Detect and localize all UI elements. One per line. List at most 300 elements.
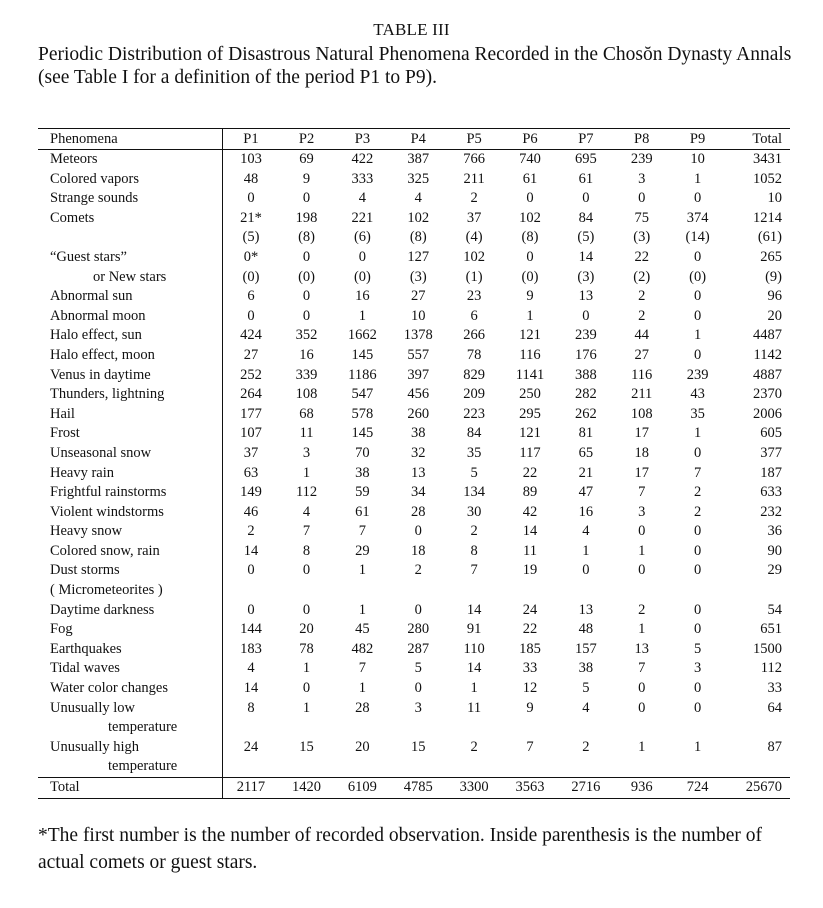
table-cell: 91 (466, 621, 482, 638)
table-cell: 14 (578, 248, 594, 265)
total-cell: 724 (686, 779, 709, 795)
table-cell (670, 718, 726, 738)
table-cell: 16 (355, 288, 370, 305)
table-cell: 121 (519, 425, 541, 442)
table-cell: 28 (355, 699, 370, 716)
total-cell: 936 (630, 779, 653, 795)
table-cell: 10 (411, 307, 426, 324)
table-cell: 377 (760, 444, 782, 461)
table-row (38, 601, 790, 621)
table-cell: 388 (574, 366, 597, 383)
table-cell: 7 (358, 660, 367, 677)
table-cell: 28 (411, 503, 426, 520)
table-cell: 265 (760, 248, 782, 265)
row-label: Daytime darkness (50, 601, 155, 618)
table-cell: (1) (465, 268, 483, 285)
table-cell (502, 718, 558, 738)
table-cell (390, 757, 446, 777)
table-cell: 557 (407, 346, 430, 363)
table-cell: 29 (355, 542, 370, 559)
table-cell (223, 757, 279, 777)
table-cell: 2 (582, 738, 590, 755)
table-cell: 1378 (403, 327, 433, 344)
table-cell: 61 (578, 170, 594, 187)
table-cell: 44 (634, 327, 649, 344)
table-cell: 0 (693, 699, 702, 716)
table-cell: 1141 (515, 366, 545, 383)
table-cell: 14 (223, 542, 279, 562)
table-caption: Periodic Distribution of Disastrous Natural Phenomena Recorded in the Chosŏn Dynasty Annals (see Table I for a definition of the period P1 to P9). (38, 44, 792, 88)
table-cell: 2006 (753, 405, 782, 422)
table-cell: 829 (463, 366, 485, 383)
total-label: Total (50, 779, 80, 795)
table-cell: (61) (757, 229, 782, 246)
header-p7: P7 (578, 131, 594, 147)
table-cell: 35 (690, 405, 705, 422)
table-cell: 198 (295, 209, 318, 226)
table-cell: 3431 (753, 151, 782, 167)
table-cell: 211 (463, 170, 485, 187)
table-cell (614, 581, 670, 601)
table-cell: 11 (299, 425, 314, 442)
table-cell (279, 757, 335, 777)
table-cell (614, 718, 670, 738)
table-cell: 282 (574, 386, 597, 403)
table-cell: 0 (693, 307, 702, 324)
table-cell: 48 (223, 170, 279, 190)
table-cell: 0 (526, 190, 534, 207)
table-cell: (14) (685, 229, 710, 246)
table-cell: 1 (302, 464, 311, 481)
table-cell (223, 581, 279, 601)
table-cell: 13 (411, 464, 426, 481)
table-cell: (4) (465, 229, 483, 246)
table-cell: 1214 (753, 209, 782, 226)
table-cell: 176 (574, 346, 597, 363)
row-label: Heavy rain (50, 464, 115, 481)
table-cell: 1 (358, 680, 367, 697)
table-cell: 7 (693, 464, 702, 481)
table-cell: 1 (358, 601, 367, 618)
table-cell: 102 (519, 209, 541, 226)
table-cell: 65 (578, 444, 594, 461)
total-cell: 1420 (292, 779, 322, 795)
table-cell: 1 (358, 307, 367, 324)
table-cell: 578 (351, 405, 374, 422)
row-label: Dust storms (50, 562, 120, 579)
table-cell: 260 (407, 405, 430, 422)
table-cell: 33 (767, 680, 782, 697)
table-row (38, 640, 790, 660)
table-cell: 250 (519, 386, 541, 403)
table-cell: 187 (760, 464, 782, 481)
table-cell: 22 (522, 621, 538, 638)
table-cell: (8) (521, 229, 539, 246)
table-row (38, 268, 790, 288)
table-cell: 0 (693, 601, 702, 618)
table-cell: 61 (522, 170, 538, 187)
table-cell: 4 (582, 699, 590, 716)
header-row (38, 129, 790, 150)
table-cell: (8) (409, 229, 427, 246)
table-cell: 110 (463, 640, 485, 657)
table-cell: (9) (765, 268, 782, 285)
table-cell: 1 (302, 699, 311, 716)
table-cell: 183 (223, 640, 279, 660)
table-cell: 42 (522, 503, 538, 520)
row-label: “Guest stars” (50, 248, 127, 265)
table-cell: 547 (351, 386, 374, 403)
table-cell: 9 (526, 699, 534, 716)
row-label: Tidal waves (50, 660, 120, 677)
table-cell: 2 (414, 562, 422, 579)
table-cell: 0 (223, 307, 279, 327)
table-cell: 21* (223, 209, 279, 229)
total-cell: 4785 (403, 779, 433, 795)
table-cell: 1 (582, 542, 590, 559)
table-cell: 424 (223, 326, 279, 346)
table-row (38, 326, 790, 346)
table-cell: 482 (351, 640, 374, 657)
table-row (38, 620, 790, 640)
table-cell: 1 (526, 307, 534, 324)
table-cell (279, 581, 335, 601)
table-cell: 22 (522, 464, 538, 481)
table-cell: 127 (407, 248, 430, 265)
table-cell: (0) (223, 268, 279, 288)
table-cell: 5 (582, 680, 590, 697)
table-cell: 6 (223, 287, 279, 307)
row-label: Heavy snow (50, 523, 123, 540)
table-cell: 149 (223, 483, 279, 503)
table-cell (726, 718, 791, 738)
table-cell: 36 (767, 523, 782, 540)
row-label: Earthquakes (50, 640, 122, 657)
table-cell: 0 (223, 561, 279, 581)
table-cell: 14 (522, 523, 538, 540)
table-cell: 352 (295, 327, 318, 344)
row-label: Violent windstorms (50, 503, 164, 520)
table-cell (670, 581, 726, 601)
row-label: Fog (50, 621, 73, 638)
table-cell: 0 (302, 190, 311, 207)
table-title: TABLE III (373, 20, 450, 39)
table-cell: 1 (638, 738, 646, 755)
table-cell: 14 (466, 601, 482, 618)
table-cell: 4 (358, 190, 367, 207)
table-cell (334, 581, 390, 601)
row-label: temperature (108, 758, 178, 775)
table-cell: 252 (223, 366, 279, 386)
table-cell: 211 (631, 386, 653, 403)
table-row (38, 150, 790, 170)
table-row (38, 228, 790, 248)
table-cell: 5 (470, 464, 478, 481)
table-cell: 209 (463, 386, 485, 403)
table-cell: 2 (638, 288, 646, 305)
total-cell: 3300 (459, 779, 489, 795)
table-cell: 0 (638, 190, 646, 207)
table-cell: 0 (693, 444, 702, 461)
table-cell: 2 (470, 190, 478, 207)
table-row (38, 307, 790, 327)
row-label: Strange sounds (50, 190, 139, 207)
table-cell: 1662 (347, 327, 377, 344)
table-cell (502, 581, 558, 601)
table-cell: 1 (693, 327, 702, 344)
row-label: Frightful rainstorms (50, 484, 167, 501)
table-cell: 81 (578, 425, 594, 442)
row-label: Abnormal sun (50, 288, 133, 305)
row-label: Abnormal moon (50, 307, 146, 324)
table-cell: 4487 (753, 327, 782, 344)
table-cell: 4 (223, 659, 279, 679)
total-cell: 25670 (745, 779, 782, 795)
table-cell (558, 757, 614, 777)
table-cell: 2 (693, 484, 702, 501)
table-row (38, 718, 790, 738)
table-cell (670, 757, 726, 777)
table-cell: 3 (638, 503, 646, 520)
table-cell: 1 (693, 425, 702, 442)
table-cell: 2 (470, 738, 478, 755)
table-cell: 7 (358, 523, 367, 540)
table-cell: 64 (767, 699, 782, 716)
table-row (38, 385, 790, 405)
table-cell: 134 (463, 484, 485, 501)
table-cell: 13 (578, 601, 594, 618)
table-cell: 0 (302, 680, 311, 697)
table-cell: 102 (463, 248, 485, 265)
table-cell: 34 (411, 484, 426, 501)
table-cell: 1 (693, 170, 702, 187)
table-cell: 387 (407, 151, 430, 167)
table-cell: 9 (526, 288, 534, 305)
table-cell: 0 (302, 288, 311, 305)
table-cell: (0) (298, 268, 316, 285)
table-cell: 18 (411, 542, 426, 559)
table-cell: 24 (223, 738, 279, 758)
table-cell: 339 (295, 366, 318, 383)
table-cell (558, 581, 614, 601)
table-cell: 70 (355, 444, 370, 461)
table-cell: 14 (466, 660, 482, 677)
total-cell: 2716 (571, 779, 601, 795)
row-label: Colored vapors (50, 170, 139, 187)
table-cell: 23 (466, 288, 482, 305)
table-cell: 4 (302, 503, 311, 520)
table-cell: 0 (526, 248, 534, 265)
table-cell: 20 (355, 738, 370, 755)
table-cell (390, 581, 446, 601)
table-cell: 1 (302, 660, 311, 677)
table-cell: 374 (686, 209, 709, 226)
table-cell: (3) (633, 229, 651, 246)
row-label: ( Micrometeorites ) (50, 582, 163, 599)
table-cell: 47 (578, 484, 594, 501)
table-cell: 0 (693, 621, 702, 638)
table-cell: (5) (223, 228, 279, 248)
table-cell: 16 (299, 346, 314, 363)
table-cell: 0 (414, 523, 422, 540)
table-cell: 144 (223, 620, 279, 640)
table-cell: 766 (463, 151, 485, 167)
table-cell: 456 (407, 386, 430, 403)
row-label: Halo effect, sun (50, 327, 142, 344)
table-cell: 0 (223, 601, 279, 621)
table-cell: 112 (295, 484, 318, 501)
table-cell: 7 (638, 484, 646, 501)
table-cell: 103 (223, 150, 279, 170)
table-cell: 1052 (753, 170, 782, 187)
table-cell: 45 (355, 621, 370, 638)
table-cell: 605 (760, 425, 782, 442)
table-cell: 78 (299, 640, 314, 657)
table-row (38, 561, 790, 581)
row-label: or New stars (93, 268, 167, 285)
table-cell: 0 (223, 189, 279, 209)
total-row (38, 778, 790, 799)
table-row (38, 248, 790, 268)
table-cell: 223 (463, 405, 485, 422)
table-cell: 651 (760, 621, 782, 638)
row-label: Thunders, lightning (50, 386, 165, 403)
table-cell: 0 (693, 346, 702, 363)
table-cell: 108 (630, 405, 653, 422)
row-label: Unseasonal snow (50, 444, 152, 461)
table-cell: 239 (574, 327, 597, 344)
row-label: Venus in daytime (50, 366, 151, 383)
table-cell: 43 (690, 386, 705, 403)
total-cell: 2117 (223, 778, 279, 799)
table-cell: 59 (355, 484, 370, 501)
table-cell: 295 (519, 405, 541, 422)
table-cell: 35 (466, 444, 482, 461)
table-cell: 0 (582, 307, 590, 324)
header-total: Total (752, 131, 782, 147)
table-cell (446, 718, 502, 738)
table-cell (334, 757, 390, 777)
table-cell: 8 (302, 542, 311, 559)
table-row (38, 444, 790, 464)
table-cell: 397 (407, 366, 430, 383)
phenomena-table (38, 128, 790, 799)
header-p3: P3 (354, 131, 371, 147)
table-cell: 61 (355, 503, 370, 520)
table-cell: 54 (767, 601, 782, 618)
table-cell: 69 (299, 151, 314, 167)
table-cell: 239 (686, 366, 709, 383)
table-cell (726, 757, 791, 777)
table-cell: 18 (634, 444, 649, 461)
table-cell: 68 (299, 405, 314, 422)
table-cell: 33 (522, 660, 538, 677)
table-cell: 2 (693, 503, 702, 520)
total-cell: 6109 (347, 779, 377, 795)
table-cell: 84 (578, 209, 594, 226)
footnote: *The first number is the number of recorded observation. Inside parenthesis is the number of actual comets or guest stars. (38, 825, 763, 873)
table-row (38, 366, 790, 386)
table-cell: 422 (351, 151, 374, 167)
table-cell (334, 718, 390, 738)
table-cell (446, 581, 502, 601)
table-cell: 75 (634, 209, 649, 226)
table-cell: 11 (523, 542, 537, 559)
table-cell: 38 (411, 425, 426, 442)
table-cell: 15 (299, 738, 314, 755)
table-cell: 16 (578, 503, 594, 520)
table-cell: 4887 (753, 366, 782, 383)
table-row (38, 464, 790, 484)
table-row (38, 699, 790, 719)
table-cell: 0 (693, 542, 702, 559)
header-p2: P2 (298, 131, 315, 147)
table-cell: 37 (223, 444, 279, 464)
row-label: Frost (50, 425, 80, 442)
table-cell: 46 (223, 503, 279, 523)
row-label: Halo effect, moon (50, 346, 155, 363)
table-cell: 116 (631, 366, 653, 383)
table-cell (614, 757, 670, 777)
row-label: Unusually high (50, 738, 140, 755)
table-cell: 695 (574, 151, 597, 167)
table-body (38, 150, 790, 778)
table-cell: 0 (693, 190, 702, 207)
table-cell: 90 (767, 542, 782, 559)
table-cell: 0 (582, 562, 590, 579)
table-cell: (6) (353, 229, 371, 246)
table-cell: 19 (522, 562, 538, 579)
table-cell: 78 (466, 346, 482, 363)
table-cell (446, 757, 502, 777)
table-cell: (3) (577, 268, 595, 285)
table-cell: 0* (223, 248, 279, 268)
table-row (38, 287, 790, 307)
table-cell: 145 (351, 346, 374, 363)
table-cell: 10 (767, 190, 782, 207)
table-cell: 108 (295, 386, 318, 403)
table-cell: 185 (519, 640, 541, 657)
table-cell: 0 (638, 699, 646, 716)
table-cell: 12 (522, 680, 538, 697)
table-cell: 3 (638, 170, 646, 187)
table-cell: 27 (223, 346, 279, 366)
table-cell: 287 (407, 640, 430, 657)
table-cell: 1 (358, 562, 367, 579)
table-cell: 2370 (753, 386, 782, 403)
table-cell: 0 (358, 248, 367, 265)
table-cell: 0 (302, 562, 311, 579)
table-cell: 1 (470, 680, 478, 697)
table-cell: 3 (414, 699, 422, 716)
table-cell: 325 (407, 170, 430, 187)
table-cell: 7 (526, 738, 534, 755)
table-cell: 7 (638, 660, 646, 677)
header-p9: P9 (689, 131, 706, 147)
table-cell: 24 (522, 601, 538, 618)
table-cell: (2) (633, 268, 651, 285)
table-cell: 20 (299, 621, 314, 638)
row-label (38, 228, 223, 248)
table-cell: 8 (470, 542, 478, 559)
table-cell: 22 (634, 248, 649, 265)
header-p4: P4 (410, 131, 426, 147)
table-cell: 0 (302, 601, 311, 618)
table-row (38, 170, 790, 190)
table-cell: 1 (638, 542, 646, 559)
table-cell: 7 (470, 562, 478, 579)
table-cell: 4 (414, 190, 422, 207)
